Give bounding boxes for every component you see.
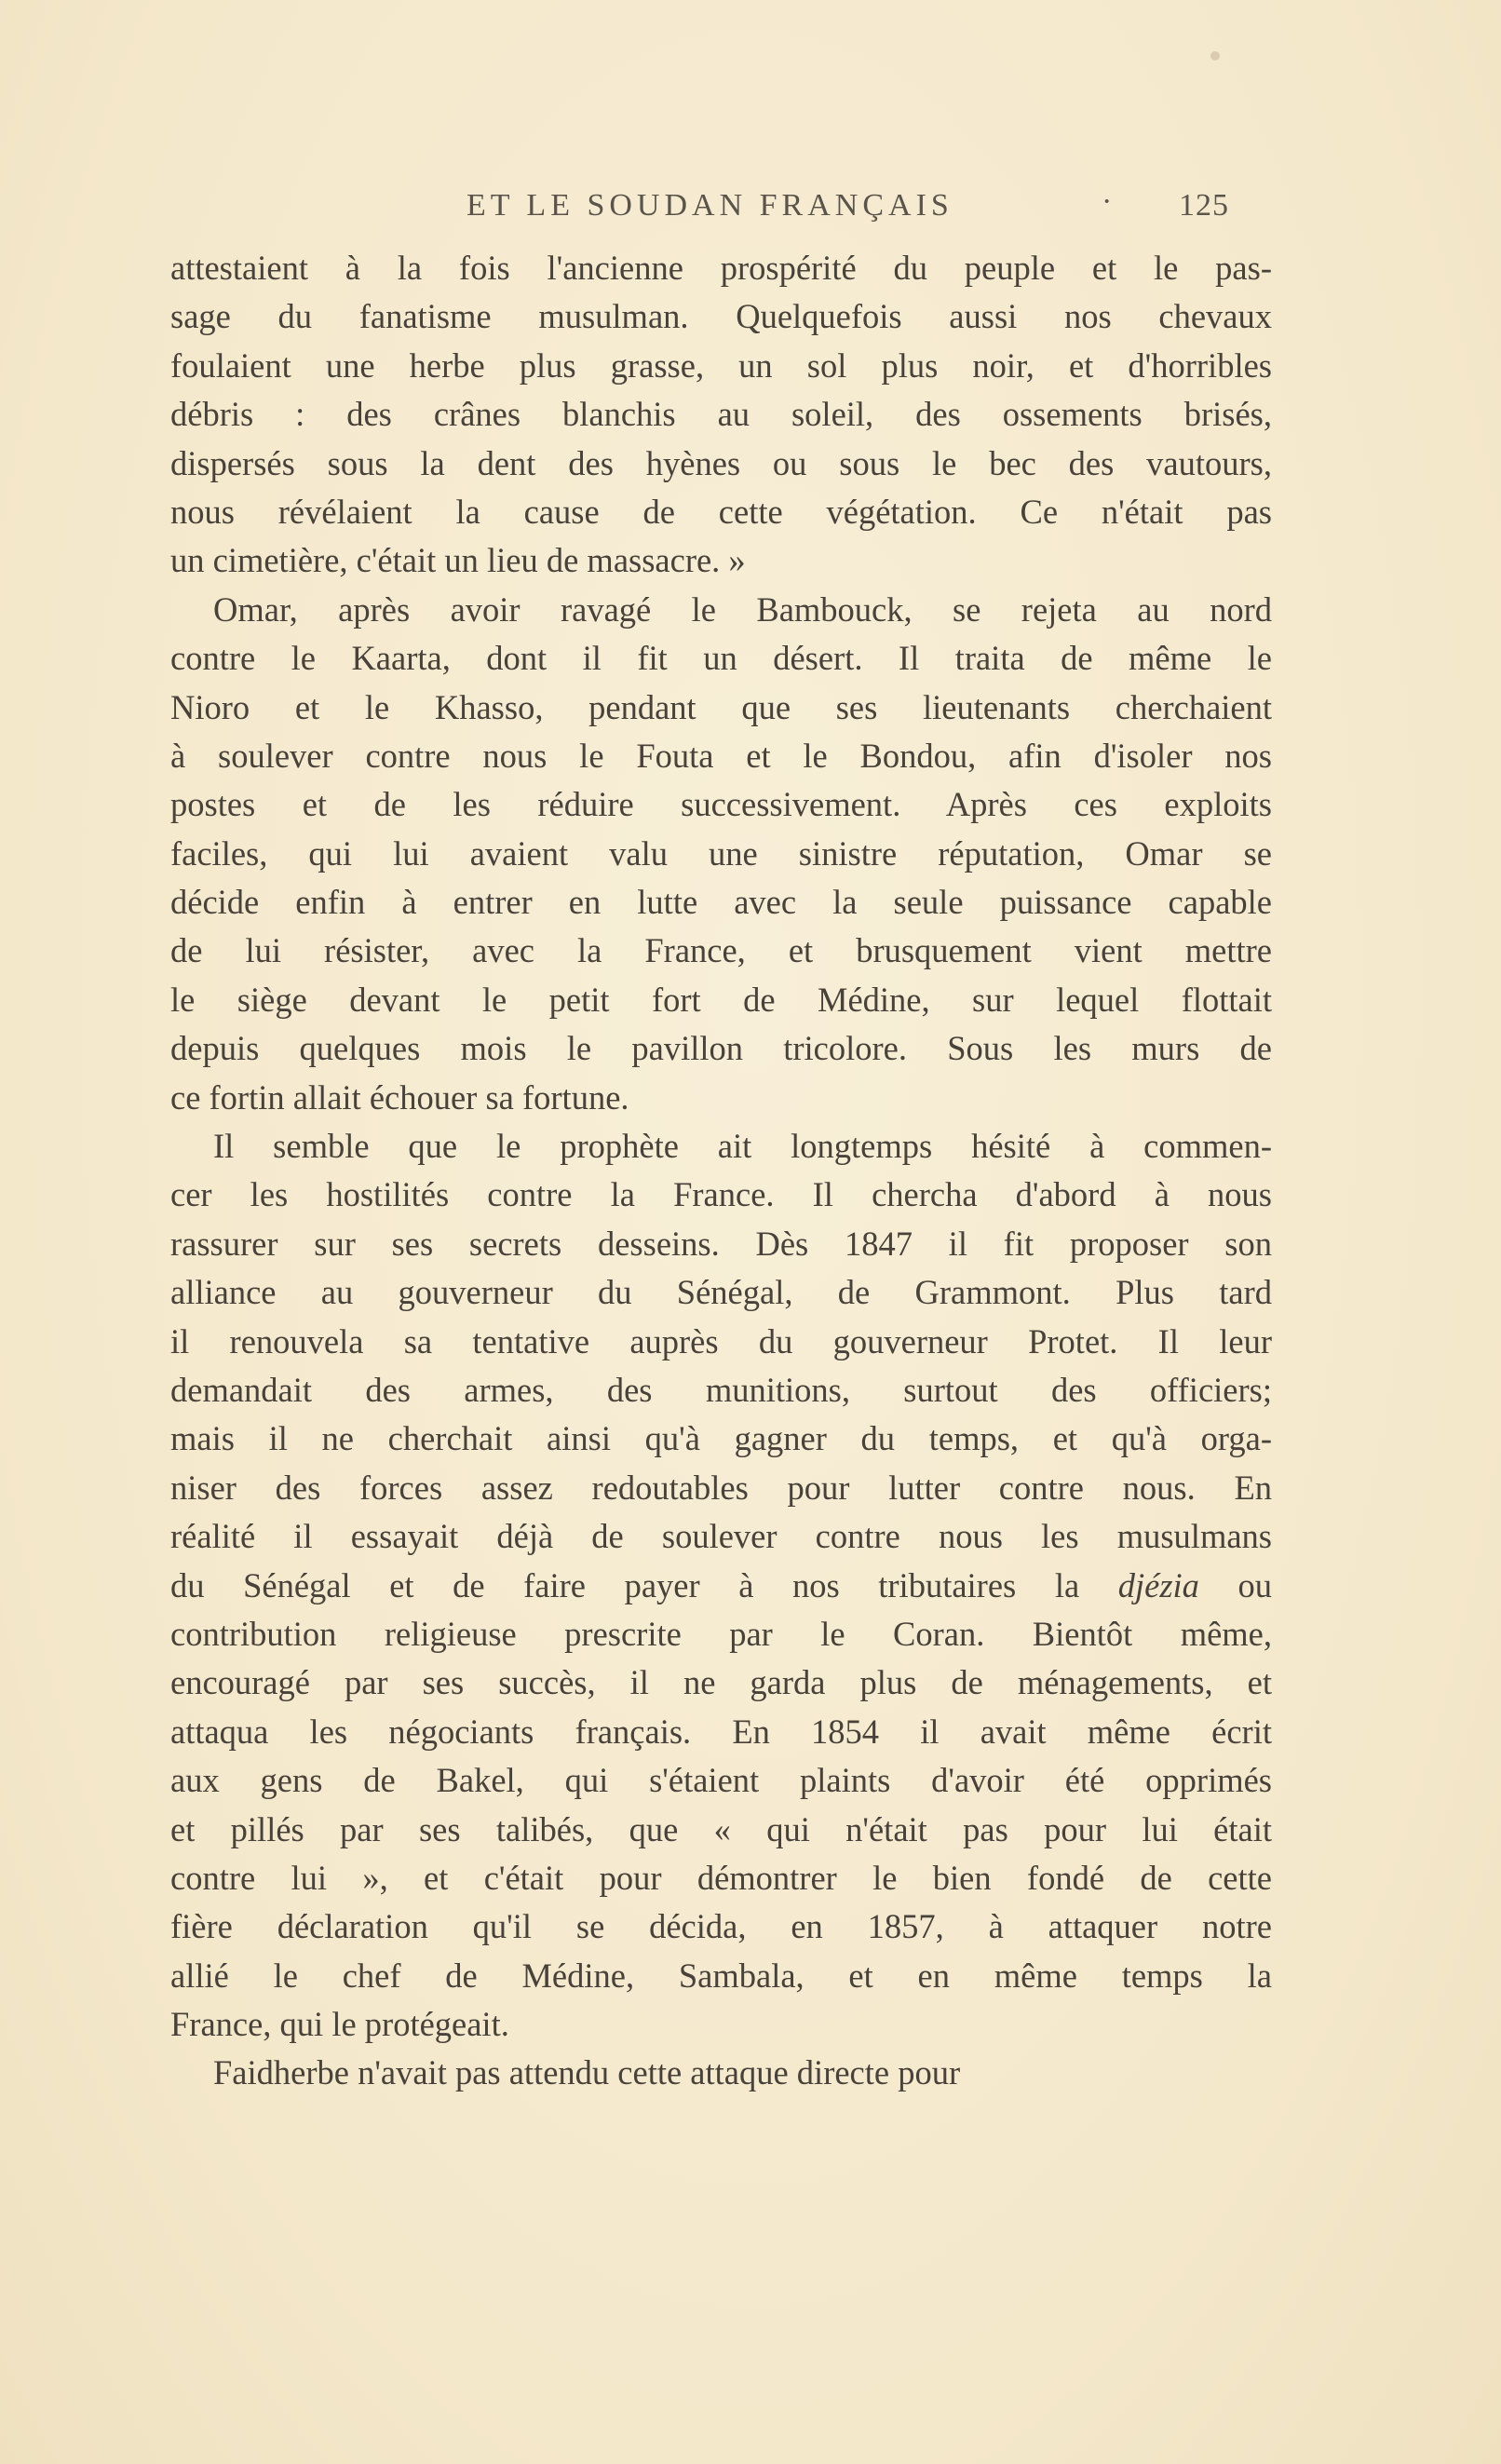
text-line: France, qui le protégeait. [170, 2005, 509, 2044]
text-line: réalité il essayait déjà de soulever contre nous les musulmans [170, 1517, 1272, 1556]
text-line: il renouvela sa tentative auprès du gouverneur Protet. Il leur [170, 1321, 1272, 1361]
text-line: débris : des crânes blanchis au soleil, des ossements brisés, [170, 395, 1272, 434]
text-line: contribution religieuse prescrite par le Coran. Bientôt même, [170, 1614, 1272, 1653]
text-line: niser des forces assez redoutables pour lutter contre nous. En [170, 1468, 1272, 1507]
text-line: sage du fanatisme musulman. Quelquefois aussi nos chevaux [170, 297, 1272, 336]
text-line: postes et de les réduire successivement. Après ces exploits [170, 785, 1272, 824]
text-line: ce fortin allait échouer sa fortune. [170, 1077, 629, 1117]
page-number: 125 [1179, 188, 1229, 223]
text-line: attaqua les négociants français. En 1854 il avait même écrit [170, 1712, 1272, 1751]
text-line: et pillés par ses talibés, que « qui n'était pas pour lui était [170, 1809, 1272, 1848]
text-line: encouragé par ses succès, il ne garda plus de ménagements, et [170, 1663, 1272, 1702]
text-line: contre le Kaarta, dont il fit un désert. Il traita de même le [170, 639, 1272, 678]
text-line: fière déclaration qu'il se décida, en 1857, à attaquer notre [170, 1907, 1272, 1946]
text-line: du Sénégal et de faire payer à nos tributaires la djézia ou [170, 1565, 1272, 1604]
text-line: nous révélaient la cause de cette végétation. Ce n'était pas [170, 492, 1272, 531]
text-line: demandait des armes, des munitions, surtout des officiers; [170, 1370, 1272, 1409]
running-separator: · [1102, 184, 1117, 219]
text-line: allié le chef de Médine, Sambala, et en même temps la [170, 1956, 1272, 1995]
text-line: contre lui », et c'était pour démontrer le bien fondé de cette [170, 1858, 1272, 1897]
text-line: le siège devant le petit fort de Médine, sur lequel flottait [170, 980, 1272, 1019]
text-line: Omar, après avoir ravagé le Bambouck, se rejeta au nord [213, 589, 1272, 629]
text-line: faciles, qui lui avaient valu une sinistre réputation, Omar se [170, 833, 1272, 873]
paragraph [170, 2049, 1272, 2097]
text-line: décide enfin à entrer en lutte avec la seule puissance capable [170, 883, 1272, 922]
italic-term: djézia [1117, 1565, 1199, 1604]
text-line: à soulever contre nous le Fouta et le Bondou, afin d'isoler nos [170, 736, 1272, 775]
text-line: depuis quelques mois le pavillon tricolore. Sous les murs de [170, 1029, 1272, 1068]
text-line: dispersés sous la dent des hyènes ou sous le bec des vautours, [170, 443, 1272, 482]
text-line: mais il ne cherchait ainsi qu'à gagner du temps, et qu'à orga- [170, 1419, 1272, 1458]
paragraph [170, 586, 1272, 1122]
running-head [170, 184, 1288, 235]
paragraph [170, 244, 1272, 586]
text-line: rassurer sur ses secrets desseins. Dès 1847 il fit proposer son [170, 1224, 1272, 1263]
text-line: de lui résister, avec la France, et brusquement vient mettre [170, 931, 1272, 970]
text-line: alliance au gouverneur du Sénégal, de Grammont. Plus tard [170, 1273, 1272, 1312]
paper-stain [1210, 51, 1220, 61]
text-line: cer les hostilités contre la France. Il chercha d'abord à nous [170, 1175, 1272, 1214]
text-line: Faidherbe n'avait pas attendu cette attaque directe pour [213, 2053, 961, 2092]
paragraph [170, 1122, 1272, 2049]
text-line: attestaient à la fois l'ancienne prospérité du peuple et le pas- [170, 249, 1272, 287]
body-text [170, 244, 1272, 2098]
text-line: Il semble que le prophète ait longtemps hésité à commen- [213, 1127, 1272, 1166]
text-line: un cimetière, c'était un lieu de massacre. » [170, 541, 746, 580]
text-line: Nioro et le Khasso, pendant que ses lieutenants cherchaient [170, 687, 1272, 726]
text-line: aux gens de Bakel, qui s'étaient plaints d'avoir été opprimés [170, 1761, 1272, 1800]
running-title: ET LE SOUDAN FRANÇAIS [467, 188, 953, 223]
text-line: foulaient une herbe plus grasse, un sol plus noir, et d'horribles [170, 345, 1272, 385]
